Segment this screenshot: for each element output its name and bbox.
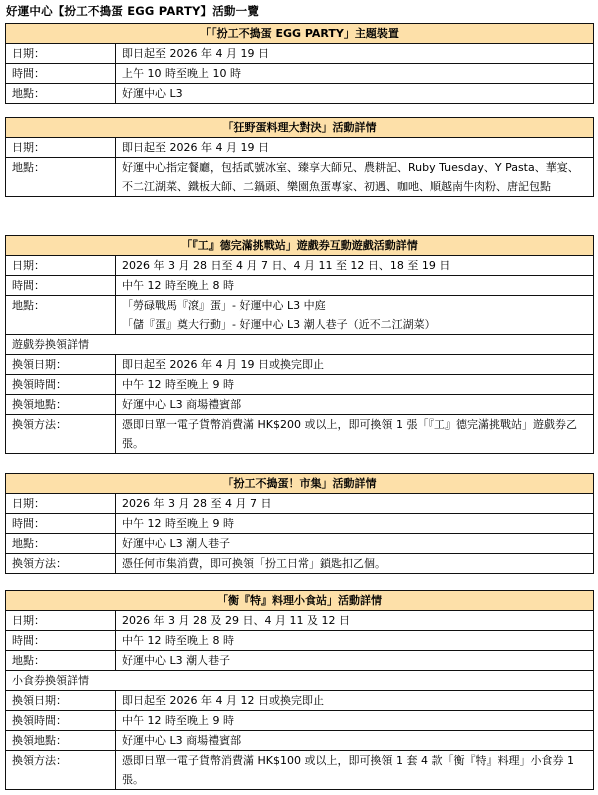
row-value xyxy=(116,296,594,335)
row-label: 地點： xyxy=(6,651,116,671)
row-value: 中午 12 時至晚上 9 時 xyxy=(116,711,594,731)
table-row xyxy=(6,651,594,671)
row-value: 上午 10 時至晚上 10 時 xyxy=(116,64,594,84)
row-value: 好運中心 L3 xyxy=(116,84,594,104)
row-value: 中午 12 時至晚上 8 時 xyxy=(116,276,594,296)
row-label: 換領地點： xyxy=(6,395,116,415)
table-row xyxy=(6,256,594,276)
row-label: 換領地點： xyxy=(6,731,116,751)
section-snack-station xyxy=(5,590,594,790)
section-egg-cooking-battle xyxy=(5,117,594,197)
section-header: 「『工』德完滿挑戰站」遊戲券互動遊戲活動詳情 xyxy=(6,236,594,256)
table-row xyxy=(6,335,594,355)
row-value: 好運中心 L3 商場禮賓部 xyxy=(116,731,594,751)
page-title: 好運中心【扮工不搗蛋 EGG PARTY】活動一覽 xyxy=(6,4,260,18)
row-value: 中午 12 時至晚上 8 時 xyxy=(116,631,594,651)
table-row xyxy=(6,276,594,296)
table-row xyxy=(6,711,594,731)
section-header: 「狂野蛋料理大對決」活動詳情 xyxy=(6,118,594,138)
row-value: 即日起至 2026 年 4 月 19 日或換完即止 xyxy=(116,355,594,375)
row-value: 好運中心 L3 潮人巷子 xyxy=(116,651,594,671)
row-value: 2026 年 3 月 28 日至 4 月 7 日、4 月 11 至 12 日、18 至 19 日 xyxy=(116,256,594,276)
row-label: 日期： xyxy=(6,44,116,64)
row-label: 地點： xyxy=(6,158,116,197)
row-value: 好運中心 L3 商場禮賓部 xyxy=(116,395,594,415)
row-label: 時間： xyxy=(6,514,116,534)
table-row xyxy=(6,554,594,574)
table-row xyxy=(6,691,594,711)
table-row xyxy=(6,375,594,395)
table-row xyxy=(6,494,594,514)
row-value: 中午 12 時至晚上 9 時 xyxy=(116,514,594,534)
table-row xyxy=(6,534,594,554)
table-row xyxy=(6,514,594,534)
row-label: 換領時間： xyxy=(6,711,116,731)
table-row xyxy=(6,751,594,790)
row-value: 好運中心 L3 潮人巷子 xyxy=(116,534,594,554)
row-value: 憑即日單一電子貨幣消費滿 HK$100 或以上，即可換領 1 套 4 款「衡『特』料理」小食券 1 張。 xyxy=(116,751,594,790)
row-label: 換領方法： xyxy=(6,415,116,454)
subsection-header: 遊戲券換領詳情 xyxy=(6,335,594,355)
table-row xyxy=(6,138,594,158)
table-row xyxy=(6,44,594,64)
section-header: 「「扮工不搗蛋 EGG PARTY」主題裝置 xyxy=(6,24,594,44)
table-row xyxy=(6,415,594,454)
table-row xyxy=(6,611,594,631)
table-row xyxy=(6,64,594,84)
row-label: 地點： xyxy=(6,534,116,554)
table-row xyxy=(6,731,594,751)
row-label: 換領日期： xyxy=(6,355,116,375)
row-value: 即日起至 2026 年 4 月 19 日 xyxy=(116,138,594,158)
row-value: 中午 12 時至晚上 9 時 xyxy=(116,375,594,395)
row-label: 換領日期： xyxy=(6,691,116,711)
location-line-2: 「儲『蛋』奠大行動」- 好運中心 L3 潮人巷子（近不二江湖菜） xyxy=(122,318,436,331)
row-value: 憑任何市集消費，即可換領「扮工日常」鎖匙扣乙個。 xyxy=(116,554,594,574)
row-label: 日期： xyxy=(6,138,116,158)
row-label: 換領方法： xyxy=(6,554,116,574)
table-row xyxy=(6,158,594,197)
row-label: 日期： xyxy=(6,494,116,514)
section-market xyxy=(5,473,594,574)
row-label: 日期： xyxy=(6,256,116,276)
row-value: 2026 年 3 月 28 至 4 月 7 日 xyxy=(116,494,594,514)
row-label: 時間： xyxy=(6,276,116,296)
row-label: 時間： xyxy=(6,64,116,84)
row-value: 憑即日單一電子貨幣消費滿 HK$200 或以上，即可換領 1 張「『工』德完滿挑戰站」遊戲券乙張。 xyxy=(116,415,594,454)
table-row xyxy=(6,296,594,335)
row-label: 地點： xyxy=(6,296,116,335)
row-value: 好運中心指定餐廳，包括貳號冰室、臻享大師兄、農耕記、Ruby Tuesday、Y Pasta、華宴、不二江湖菜、鐵板大師、二鍋頭、樂園魚蛋專家、初遇、咖吔、順越南牛肉粉、唐記包點 xyxy=(116,158,594,197)
row-value: 即日起至 2026 年 4 月 19 日 xyxy=(116,44,594,64)
row-value: 2026 年 3 月 28 及 29 日、4 月 11 及 12 日 xyxy=(116,611,594,631)
table-row xyxy=(6,84,594,104)
row-value: 即日起至 2026 年 4 月 12 日或換完即止 xyxy=(116,691,594,711)
row-label: 換領方法： xyxy=(6,751,116,790)
table-row xyxy=(6,631,594,651)
section-theme-installation xyxy=(5,23,594,104)
table-row xyxy=(6,395,594,415)
subsection-header: 小食券換領詳情 xyxy=(6,671,594,691)
row-label: 換領時間： xyxy=(6,375,116,395)
section-header: 「衡『特』料理小食站」活動詳情 xyxy=(6,591,594,611)
row-label: 地點： xyxy=(6,84,116,104)
row-label: 日期： xyxy=(6,611,116,631)
section-challenge-station xyxy=(5,235,594,454)
table-row xyxy=(6,355,594,375)
table-row xyxy=(6,671,594,691)
location-line-1: 「勞碌戰馬『滾』蛋」- 好運中心 L3 中庭 xyxy=(122,299,326,312)
section-header: 「扮工不搗蛋！市集」活動詳情 xyxy=(6,474,594,494)
row-label: 時間： xyxy=(6,631,116,651)
